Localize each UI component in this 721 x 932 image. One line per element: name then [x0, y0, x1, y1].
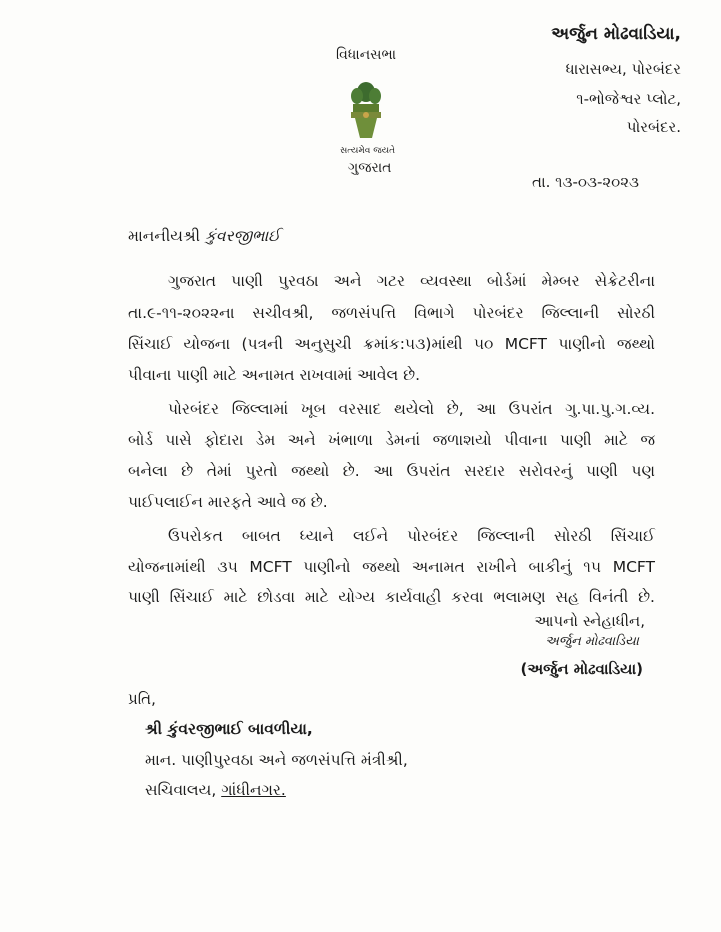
state-label: ગુજરાત: [348, 160, 392, 176]
emblem-motto: સત્યમેવ જયતે: [340, 146, 396, 156]
text-line: ઉપરોકત બાબત ધ્યાને લઈને પોરબંદર જિલ્લાની સોરઠી સિંચાઈ: [168, 527, 655, 545]
text-line: પીવાના પાણી માટે અનામત રાખવામાં આવેલ છે.: [128, 366, 421, 384]
sender-address: ૧-ભોજેશ્વર પ્લોટ,: [576, 90, 681, 108]
salutation-prefix: માનનીયશ્રી: [128, 227, 201, 245]
recipient-office: [145, 781, 286, 800]
recipient-name: શ્રી કુંવરજીભાઈ બાવળીયા,: [145, 720, 313, 738]
handwritten-name: કુંવરજીભાઈ: [204, 227, 281, 245]
text-line: પાણી સિંચાઈ માટે છોડવા માટે યોગ્ય કાર્યવાહી કરવા ભલામણ સહ વિનંતી છે.: [128, 588, 655, 606]
text-line: પોરબંદર જિલ્લામાં ખૂબ વરસાદ થયેલો છે, આ ઉપરાંત ગુ.પા.પુ.ગ.વ્ય.: [168, 400, 655, 418]
sender-name: અર્જુન મોઢવાડિયા,: [551, 24, 681, 44]
text-line: તા.૯-૧૧-૨૦૨૨ના સચીવશ્રી, જળસંપત્તિ વિભાગે પોરબંદર જિલ્લાની સોરઠી: [128, 304, 655, 322]
national-emblem-icon: [345, 78, 387, 144]
signatory-name: (અર્જુન મોઢવાડિયા): [520, 660, 643, 678]
letter-date: તા. ૧૩-૦૩-૨૦૨૩: [532, 173, 639, 191]
sender-title: ધારાસભ્ય, પોરબંદર: [565, 60, 681, 78]
recipient-title: માન. પાણીપુરવઠા અને જળસંપત્તિ મંત્રીશ્રી,: [145, 751, 408, 769]
city-text: ગાંધીનગર.: [221, 781, 286, 799]
assembly-label: વિધાનસભા: [336, 47, 397, 63]
text-line: પાઈપલાઈન મારફતે આવે જ છે.: [128, 493, 328, 511]
signature: અર્જુન મોઢવાડિયા: [545, 634, 639, 649]
salutation: [128, 227, 280, 246]
text-line: બોર્ડ પાસે ફોદારા ડેમ અને ખંભાળા ડેમનાં જળાશયો પીવાના પાણી માટે જ: [128, 431, 655, 449]
closing-text: આપનો સ્નેહાધીન,: [534, 612, 645, 630]
text-line: ગુજરાત પાણી પુરવઠા અને ગટર વ્યવસ્થા બોર્ડમાં મેમ્બર સેક્રેટરીના: [168, 272, 655, 290]
sender-city: પોરબંદર.: [626, 118, 681, 136]
office-text: સચિવાલય,: [145, 781, 217, 799]
text-line: સિંચાઈ યોજના (પત્રની અનુસુચી ક્રમાંક:૫૩)માંથી ૫૦ MCFT પાણીનો જથ્થો: [128, 335, 655, 353]
recipient-prefix: પ્રતિ,: [128, 690, 156, 708]
text-line: બનેલા છે તેમાં પુરતો જથ્થો છે. આ ઉપરાંત સરદાર સરોવરનું પાણી પણ: [128, 462, 655, 480]
text-line: યોજનામાંથી ૩૫ MCFT પાણીનો જથ્થો અનામત રાખીને બાકીનું ૧૫ MCFT: [128, 558, 655, 576]
